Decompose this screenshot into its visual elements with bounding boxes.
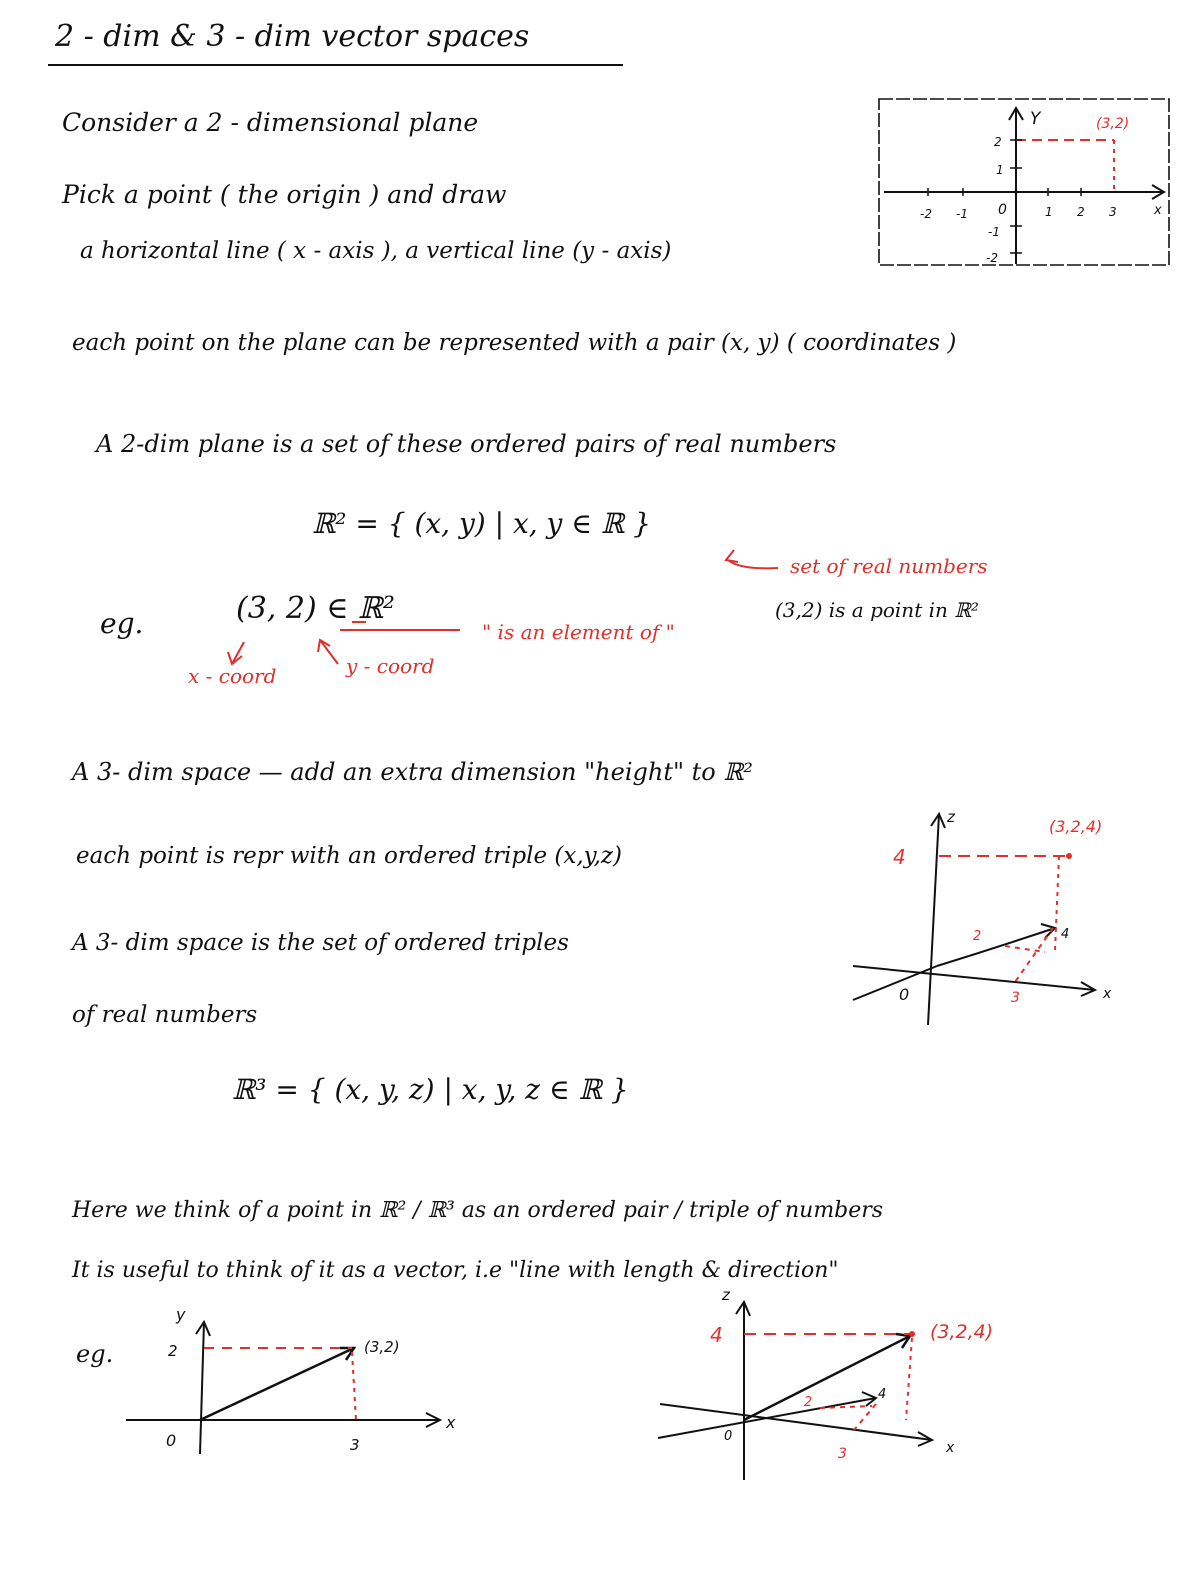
fig4-x-val: 3	[838, 1446, 847, 1462]
fig4-dash-y	[854, 1404, 876, 1430]
y-coord-label: y - coord	[346, 654, 435, 678]
fig1-x-tick-label: 0	[998, 202, 1007, 218]
fig2-x-label: x	[1103, 986, 1112, 1002]
fig2-x-axis	[853, 966, 1095, 990]
r2-note: set of real numbers	[790, 554, 988, 578]
fig1-y-tick-label: -2	[986, 251, 998, 265]
fig4-z-tick: 4	[710, 1323, 723, 1347]
text-each-point-2d: each point on the plane can be represented with a pair (x, y) ( coordinates )	[72, 330, 957, 356]
eg-label: eg.	[100, 607, 144, 640]
fig4-h-val: 4	[878, 1387, 887, 1402]
fig1-x-tick-label: -2	[920, 207, 932, 221]
text-horizontal: a horizontal line ( x - axis ), a vertical line (y - axis)	[80, 238, 672, 264]
figure-3d-space	[845, 800, 1145, 1030]
text-each-point-3d: each point is repr with an ordered triple (x,y,z)	[76, 843, 622, 869]
text-3d-set-1: A 3- dim space is the set of ordered triples	[72, 930, 569, 956]
r2-definition: ℝ² = { (x, y) | x, y ∈ ℝ }	[312, 507, 651, 540]
fig1-x-tick-label: 2	[1077, 205, 1085, 219]
fig2-h-val: 4	[1061, 927, 1070, 942]
page-title: 2 - dim & 3 - dim vector spaces	[55, 19, 530, 54]
r3-definition: ℝ³ = { (x, y, z) | x, y, z ∈ ℝ }	[232, 1073, 629, 1106]
fig1-y-tick-label: -1	[988, 225, 1000, 239]
fig4-y-axis	[658, 1398, 876, 1438]
fig2-x-val: 3	[1011, 990, 1020, 1006]
fig3-vector	[200, 1348, 354, 1420]
fig4-z-label: z	[722, 1286, 730, 1304]
fig1-y-tick-label: 1	[996, 163, 1004, 177]
fig4-x-axis	[660, 1404, 932, 1440]
fig4-x-label: x	[946, 1440, 955, 1456]
fig1-x-tick-label: 1	[1045, 205, 1053, 219]
fig2-y-arrow-line	[937, 928, 1055, 966]
text-here-1: Here we think of a point in ℝ² / ℝ³ as an ordered pair / triple of numbers	[72, 1198, 884, 1223]
text-consider: Consider a 2 - dimensional plane	[62, 108, 479, 137]
x-coord-label: x - coord	[188, 664, 277, 688]
fig3-y-tick: 2	[168, 1342, 178, 1360]
figure-3d-vector	[640, 1280, 1020, 1490]
fig3-origin: 0	[166, 1431, 177, 1450]
fig2-point-label: (3,2,4)	[1049, 817, 1103, 836]
fig1-x-tick-label: -1	[956, 207, 968, 221]
title-underline	[48, 64, 623, 66]
fig3-dash-v	[352, 1352, 356, 1420]
fig1-point-label: (3,2)	[1096, 116, 1130, 132]
fig3-x-tick: 3	[350, 1436, 360, 1454]
text-3d-set-2: of real numbers	[72, 1002, 258, 1028]
fig3-point-label: (3,2)	[364, 1338, 400, 1356]
text-3d-space: A 3- dim space — add an extra dimension "height" to ℝ²	[72, 758, 753, 786]
fig2-origin: 0	[899, 985, 910, 1004]
fig2-z-label: z	[947, 808, 955, 826]
fig3-y-label: y	[176, 1305, 186, 1324]
fig3-x-label: x	[446, 1413, 456, 1432]
eg-element-note: " is an element of "	[482, 620, 675, 644]
r2-note-arrow	[700, 544, 780, 574]
fig4-origin: 0	[724, 1429, 733, 1444]
fig4-point	[909, 1331, 915, 1337]
fig1-x-tick-label: 3	[1109, 205, 1117, 219]
fig2-y-val: 2	[973, 929, 982, 944]
figure-2d-vector	[120, 1290, 480, 1470]
fig1-x-label: x	[1154, 203, 1162, 218]
fig2-dash-v	[1055, 856, 1059, 950]
eg-expression: (3, 2) ∈ ℝ²	[236, 591, 395, 626]
fig2-z-tick: 4	[893, 845, 906, 869]
eg-point-note: (3,2) is a point in ℝ²	[775, 598, 979, 622]
text-here-2: It is useful to think of it as a vector, i.e "line with length & direction"	[72, 1258, 839, 1283]
fig3-y-axis	[200, 1322, 204, 1454]
fig2-point	[1066, 853, 1072, 859]
text-plane-set: A 2-dim plane is a set of these ordered pairs of real numbers	[96, 430, 837, 458]
figure-2d-plane	[878, 98, 1170, 268]
fig4-point-label: (3,2,4)	[930, 1321, 994, 1343]
fig2-z-axis	[928, 814, 939, 1025]
text-pick: Pick a point ( the origin ) and draw	[62, 180, 507, 209]
fig1-y-label: Y	[1030, 109, 1041, 129]
fig4-y-val: 2	[804, 1395, 813, 1410]
fig1-y-tick-label: 2	[994, 135, 1002, 149]
eg2-label: eg.	[76, 1340, 114, 1368]
fig4-dash-v	[906, 1338, 912, 1420]
